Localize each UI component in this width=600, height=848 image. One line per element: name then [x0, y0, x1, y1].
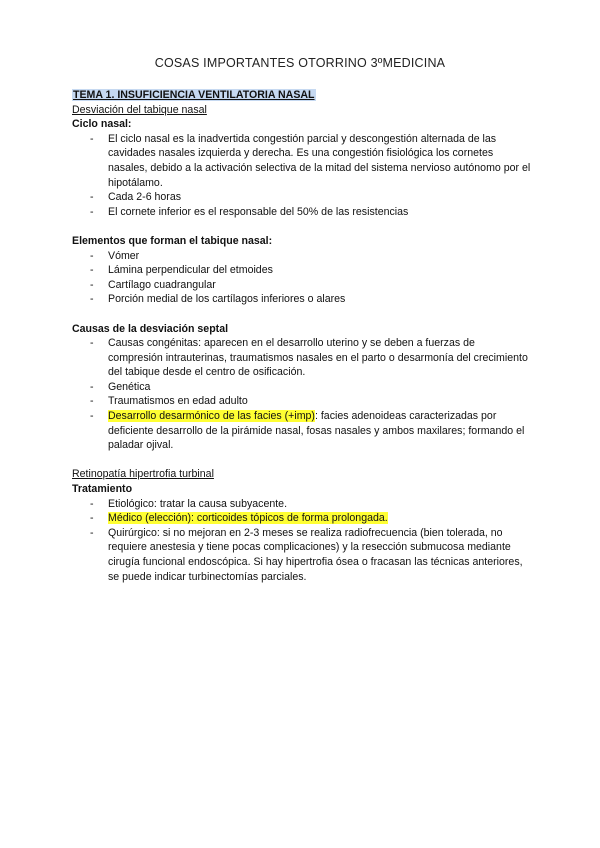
dash-bullet: - [90, 497, 94, 510]
list-item-text: : facies adenoideas caracterizadas por deficiente desarrollo de la pirámide nasal, fosas nasales y ambos maxilares; formando el paladar ojival. [108, 410, 525, 452]
subheading-elementos: Elementos que forman el tabique nasal: [72, 234, 273, 247]
highlighted-text: Desarrollo desarmónico de las facies (+imp) [108, 410, 315, 423]
document-body [72, 88, 532, 584]
dash-bullet: - [90, 293, 94, 306]
list-item [72, 380, 532, 395]
list-item [72, 278, 532, 293]
dash-bullet: - [90, 191, 94, 204]
list-causas [72, 336, 532, 453]
list-item [72, 249, 532, 264]
list-item-text: El ciclo nasal es la inadvertida congestión parcial y descongestión alternada de las cavidades nasales izquierda y derecha. Es una congestión fisiológica los cornetes nasales, debido a la activación selectiva de la mitad del sistema nervioso autónomo por el hipotálamo. [108, 132, 531, 189]
list-item-text: Genética [108, 380, 151, 393]
document-title: COSAS IMPORTANTES OTORRINO 3ºMEDICINA [154, 56, 446, 70]
list-item-text: Etiológico: tratar la causa subyacente. [108, 497, 288, 510]
list-item [72, 336, 532, 380]
section-heading-tabique: Desviación del tabique nasal [72, 103, 207, 116]
list-item-text: Porción medial de los cartílagos inferiores o alares [108, 293, 346, 306]
subheading-tratamiento: Tratamiento [72, 483, 133, 496]
dash-bullet: - [90, 337, 94, 350]
dash-bullet: - [90, 249, 94, 262]
list-item [72, 263, 532, 278]
list-item [72, 511, 532, 526]
dash-bullet: - [90, 264, 94, 277]
dash-bullet: - [90, 526, 94, 539]
list-ciclo-nasal [72, 132, 532, 220]
list-item-text: Cada 2-6 horas [108, 191, 182, 204]
list-item-text: Causas congénitas: aparecen en el desarrollo uterino y se deben a fuerzas de compresión intrauterinas, traumatismos nasales en el parto o desarmonía del crecimiento del tabique desde el centro de osificación. [108, 337, 528, 379]
list-item-text: Cartílago cuadrangular [108, 278, 216, 291]
dash-bullet: - [90, 512, 94, 525]
subheading-ciclo-nasal: Ciclo nasal: [72, 118, 132, 131]
list-item [72, 526, 532, 584]
list-tratamiento [72, 497, 532, 585]
dash-bullet: - [90, 410, 94, 423]
list-item-text: El cornete inferior es el responsable del 50% de las resistencias [108, 205, 409, 218]
list-elementos [72, 249, 532, 307]
subheading-causas: Causas de la desviación septal [72, 322, 229, 335]
list-item [72, 394, 532, 409]
list-item [72, 409, 532, 453]
section-heading-retinopatia: Retinopatía hipertrofia turbinal [72, 468, 214, 481]
topic-heading: TEMA 1. INSUFICIENCIA VENTILATORIA NASAL [73, 89, 315, 101]
list-item [72, 190, 532, 205]
highlighted-text: Médico (elección): corticoides tópicos de forma prolongada. [108, 512, 388, 525]
list-item-text: Quirúrgico: si no mejoran en 2-3 meses se realiza radiofrecuencia (bien tolerada, no requiere anestesia y tiene pocas complicaciones) y la resección submucosa mediante cirugía funcional endoscópica. Si hay hipertrofia ósea o fracasan las técnicas anteriores, se puede indicar turbinectomías parciales. [108, 526, 523, 583]
list-item-text: Traumatismos en edad adulto [108, 395, 248, 408]
dash-bullet: - [90, 380, 94, 393]
dash-bullet: - [90, 278, 94, 291]
dash-bullet: - [90, 132, 94, 145]
dash-bullet: - [90, 395, 94, 408]
list-item-text: Lámina perpendicular del etmoides [108, 264, 273, 277]
list-item [72, 497, 532, 512]
list-item-text: Vómer [108, 249, 140, 262]
list-item [72, 205, 532, 220]
list-item [72, 292, 532, 307]
dash-bullet: - [90, 205, 94, 218]
list-item [72, 132, 532, 190]
